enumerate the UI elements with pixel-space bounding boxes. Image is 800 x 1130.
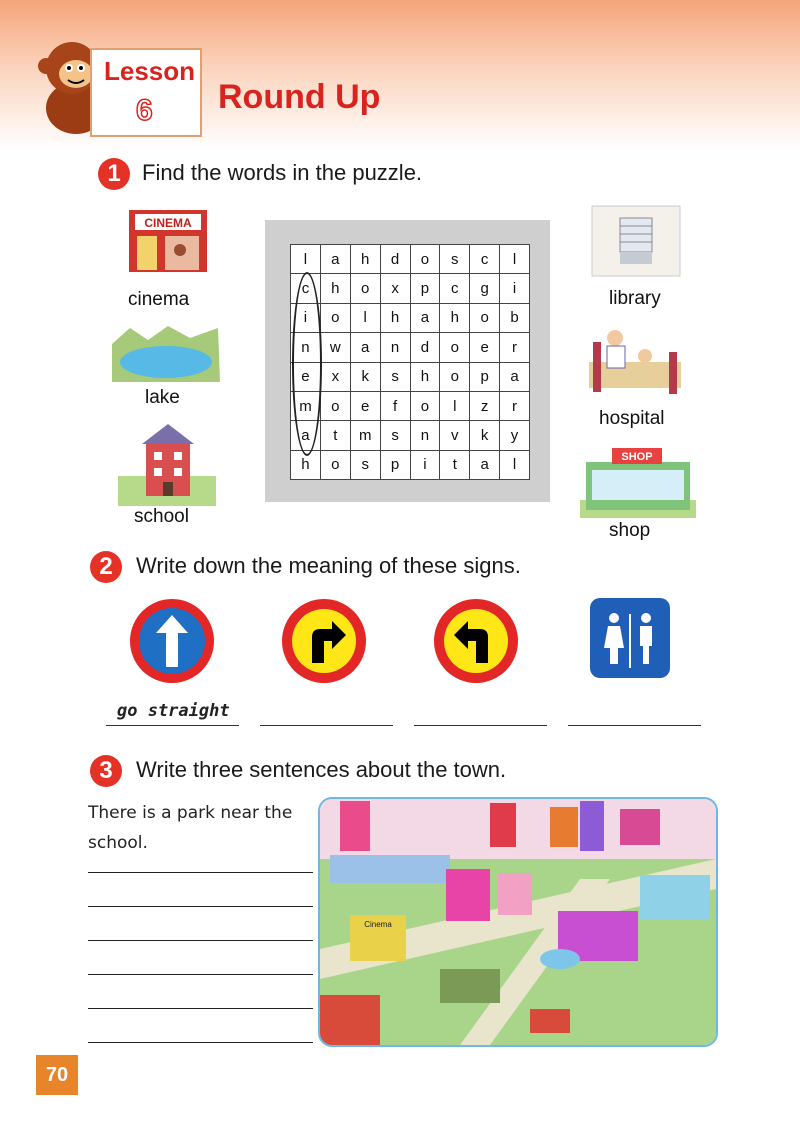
puzzle-cell[interactable]: r bbox=[500, 391, 530, 420]
section-1-number: 1 bbox=[98, 158, 130, 190]
puzzle-cell[interactable]: g bbox=[470, 274, 500, 303]
word-library: library bbox=[609, 288, 661, 309]
puzzle-cell[interactable]: o bbox=[410, 391, 440, 420]
answer-go-straight: go straight bbox=[117, 701, 230, 721]
puzzle-cell[interactable]: w bbox=[320, 333, 350, 362]
puzzle-cell[interactable]: p bbox=[380, 450, 410, 479]
word-hospital: hospital bbox=[599, 408, 665, 429]
puzzle-row bbox=[291, 421, 530, 450]
puzzle-row bbox=[291, 391, 530, 420]
puzzle-cell[interactable]: l bbox=[291, 245, 321, 274]
puzzle-cell[interactable]: i bbox=[291, 303, 321, 332]
puzzle-cell[interactable]: p bbox=[410, 274, 440, 303]
puzzle-cell[interactable]: o bbox=[470, 303, 500, 332]
word-cinema: cinema bbox=[128, 289, 190, 310]
town-illustration bbox=[318, 797, 718, 1047]
answer-line-3[interactable] bbox=[414, 701, 547, 726]
section-2-instruction: Write down the meaning of these signs. bbox=[136, 553, 521, 578]
cinema-building-label: Cinema bbox=[364, 920, 392, 929]
section-1-instruction: Find the words in the puzzle. bbox=[142, 160, 423, 185]
page-title: Round Up bbox=[218, 78, 381, 116]
hospital-picture bbox=[583, 322, 687, 398]
puzzle-cell[interactable]: y bbox=[500, 421, 530, 450]
puzzle-cell[interactable]: m bbox=[350, 421, 380, 450]
puzzle-cell[interactable]: i bbox=[500, 274, 530, 303]
puzzle-cell[interactable]: k bbox=[470, 421, 500, 450]
puzzle-cell[interactable]: a bbox=[350, 333, 380, 362]
puzzle-cell[interactable]: h bbox=[320, 274, 350, 303]
puzzle-cell[interactable]: x bbox=[320, 362, 350, 391]
puzzle-cell[interactable]: o bbox=[440, 333, 470, 362]
shop-sign-text: SHOP bbox=[621, 451, 653, 463]
writing-line-3[interactable] bbox=[88, 940, 313, 941]
page-number: 70 bbox=[36, 1055, 78, 1095]
puzzle-cell[interactable]: t bbox=[440, 450, 470, 479]
puzzle-cell[interactable]: l bbox=[440, 391, 470, 420]
puzzle-cell[interactable]: f bbox=[380, 391, 410, 420]
puzzle-cell[interactable]: z bbox=[470, 391, 500, 420]
answer-line-2[interactable] bbox=[260, 701, 393, 726]
turn-left-sign bbox=[432, 597, 520, 685]
cinema-picture bbox=[125, 204, 213, 276]
puzzle-row bbox=[291, 362, 530, 391]
puzzle-cell[interactable]: m bbox=[291, 391, 321, 420]
puzzle-cell[interactable]: n bbox=[380, 333, 410, 362]
lesson-badge bbox=[90, 48, 202, 137]
puzzle-cell[interactable]: e bbox=[291, 362, 321, 391]
shop-picture bbox=[578, 444, 698, 520]
section-2-number: 2 bbox=[90, 551, 122, 583]
lake-picture bbox=[110, 322, 222, 384]
puzzle-cell[interactable]: h bbox=[410, 362, 440, 391]
puzzle-cell[interactable]: c bbox=[470, 245, 500, 274]
writing-line-5[interactable] bbox=[88, 1008, 313, 1009]
puzzle-cell[interactable]: e bbox=[350, 391, 380, 420]
puzzle-cell[interactable]: l bbox=[500, 245, 530, 274]
puzzle-cell[interactable]: a bbox=[320, 245, 350, 274]
puzzle-cell[interactable]: h bbox=[440, 303, 470, 332]
puzzle-cell[interactable]: a bbox=[410, 303, 440, 332]
puzzle-cell[interactable]: p bbox=[470, 362, 500, 391]
puzzle-row bbox=[291, 303, 530, 332]
puzzle-cell[interactable]: o bbox=[440, 362, 470, 391]
puzzle-cell[interactable]: l bbox=[350, 303, 380, 332]
puzzle-cell[interactable]: a bbox=[500, 362, 530, 391]
word-school: school bbox=[134, 506, 189, 527]
go-straight-sign bbox=[128, 597, 216, 685]
puzzle-cell[interactable]: o bbox=[320, 303, 350, 332]
puzzle-row bbox=[291, 274, 530, 303]
puzzle-cell[interactable]: c bbox=[440, 274, 470, 303]
circled-word-cinema bbox=[292, 272, 322, 456]
puzzle-cell[interactable]: n bbox=[410, 421, 440, 450]
puzzle-cell[interactable]: r bbox=[500, 333, 530, 362]
puzzle-cell[interactable]: h bbox=[380, 303, 410, 332]
puzzle-cell[interactable]: i bbox=[410, 450, 440, 479]
school-picture bbox=[118, 416, 216, 506]
toilet-sign bbox=[590, 598, 670, 678]
puzzle-cell[interactable]: x bbox=[380, 274, 410, 303]
lesson-word: Lesson bbox=[104, 56, 196, 86]
lesson-number: 6 bbox=[136, 94, 153, 127]
answer-line-4[interactable] bbox=[568, 701, 701, 726]
writing-line-2[interactable] bbox=[88, 906, 313, 907]
puzzle-cell[interactable]: s bbox=[350, 450, 380, 479]
puzzle-cell[interactable]: b bbox=[500, 303, 530, 332]
puzzle-cell[interactable]: h bbox=[350, 245, 380, 274]
cinema-sign-text: CINEMA bbox=[144, 216, 192, 230]
library-picture bbox=[590, 204, 682, 278]
word-puzzle-grid bbox=[290, 244, 530, 480]
puzzle-cell[interactable]: e bbox=[470, 333, 500, 362]
puzzle-cell[interactable]: o bbox=[320, 450, 350, 479]
puzzle-row bbox=[291, 450, 530, 479]
puzzle-cell[interactable]: a bbox=[291, 421, 321, 450]
puzzle-cell[interactable]: s bbox=[380, 421, 410, 450]
puzzle-cell[interactable]: v bbox=[440, 421, 470, 450]
puzzle-row bbox=[291, 333, 530, 362]
writing-line-4[interactable] bbox=[88, 974, 313, 975]
puzzle-cell[interactable]: n bbox=[291, 333, 321, 362]
puzzle-cell[interactable]: s bbox=[440, 245, 470, 274]
word-lake: lake bbox=[145, 387, 180, 408]
section-3-number: 3 bbox=[90, 755, 122, 787]
section-3-instruction: Write three sentences about the town. bbox=[136, 757, 507, 782]
puzzle-cell[interactable]: s bbox=[380, 362, 410, 391]
writing-line-6[interactable] bbox=[88, 1042, 313, 1043]
example-sentence: There is a park near the school. bbox=[88, 803, 293, 853]
puzzle-cell[interactable]: o bbox=[350, 274, 380, 303]
word-shop: shop bbox=[609, 520, 651, 541]
puzzle-cell[interactable]: l bbox=[500, 450, 530, 479]
turn-right-sign bbox=[280, 597, 368, 685]
puzzle-cell[interactable]: c bbox=[291, 274, 321, 303]
puzzle-cell[interactable]: h bbox=[291, 450, 321, 479]
puzzle-row bbox=[291, 245, 530, 274]
puzzle-cell[interactable]: d bbox=[410, 333, 440, 362]
writing-line-1[interactable] bbox=[88, 872, 313, 873]
puzzle-cell[interactable]: d bbox=[380, 245, 410, 274]
puzzle-cell[interactable]: a bbox=[470, 450, 500, 479]
puzzle-cell[interactable]: k bbox=[350, 362, 380, 391]
puzzle-cell[interactable]: o bbox=[410, 245, 440, 274]
puzzle-cell[interactable]: o bbox=[320, 391, 350, 420]
puzzle-cell[interactable]: t bbox=[320, 421, 350, 450]
